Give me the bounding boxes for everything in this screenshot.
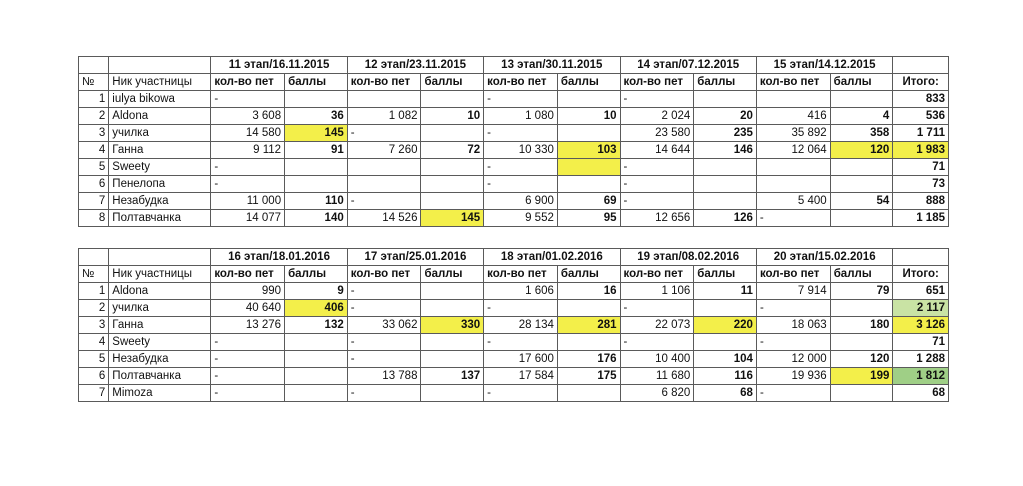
total-cell: 68 xyxy=(893,385,949,402)
points-cell: 36 xyxy=(285,108,348,125)
count-cell: 14 077 xyxy=(211,210,285,227)
total-cell: 1 983 xyxy=(893,142,949,159)
col-nick-header: Ник участницы xyxy=(109,266,211,283)
points-cell xyxy=(557,125,620,142)
count-cell xyxy=(347,176,421,193)
participant-nick: Aldona xyxy=(109,108,211,125)
points-cell: 199 xyxy=(830,368,893,385)
total-cell: 651 xyxy=(893,283,949,300)
points-cell xyxy=(421,91,484,108)
points-cell: 176 xyxy=(557,351,620,368)
table-row xyxy=(79,317,949,334)
count-cell: 11 000 xyxy=(211,193,285,210)
points-cell: 126 xyxy=(694,210,757,227)
points-cell xyxy=(421,351,484,368)
row-number: 5 xyxy=(79,351,109,368)
count-cell: - xyxy=(211,91,285,108)
points-cell: 120 xyxy=(830,351,893,368)
points-cell xyxy=(557,385,620,402)
count-cell: 7 260 xyxy=(347,142,421,159)
count-cell: 6 900 xyxy=(484,193,558,210)
points-cell: 140 xyxy=(285,210,348,227)
count-cell: - xyxy=(347,193,421,210)
participant-nick: Sweety xyxy=(109,159,211,176)
points-cell: 20 xyxy=(694,108,757,125)
points-cell: 9 xyxy=(285,283,348,300)
table-row xyxy=(79,125,949,142)
count-cell: 19 936 xyxy=(756,368,830,385)
participant-nick: Полтавчанка xyxy=(109,210,211,227)
count-cell: - xyxy=(484,385,558,402)
count-cell: - xyxy=(484,176,558,193)
count-cell: 416 xyxy=(756,108,830,125)
count-cell: - xyxy=(756,385,830,402)
table-row xyxy=(79,176,949,193)
count-cell: 14 526 xyxy=(347,210,421,227)
table-row xyxy=(79,159,949,176)
points-cell xyxy=(421,176,484,193)
points-cell xyxy=(830,334,893,351)
points-cell xyxy=(421,385,484,402)
points-cell xyxy=(557,91,620,108)
points-cell xyxy=(421,334,484,351)
count-cell: - xyxy=(620,193,694,210)
total-cell: 73 xyxy=(893,176,949,193)
points-cell xyxy=(694,91,757,108)
participant-nick: Ганна xyxy=(109,142,211,159)
row-number: 2 xyxy=(79,300,109,317)
col-total-header: Итого: xyxy=(893,74,949,91)
col-points-header: баллы xyxy=(830,266,893,283)
count-cell: 7 914 xyxy=(756,283,830,300)
total-cell: 833 xyxy=(893,91,949,108)
table-body xyxy=(79,283,949,402)
count-cell: 12 064 xyxy=(756,142,830,159)
stage-header: 17 этап/25.01.2016 xyxy=(347,249,483,266)
col-points-header: баллы xyxy=(421,266,484,283)
points-cell: 145 xyxy=(421,210,484,227)
points-cell xyxy=(694,193,757,210)
points-cell: 137 xyxy=(421,368,484,385)
count-cell: 35 892 xyxy=(756,125,830,142)
count-cell: - xyxy=(756,334,830,351)
participant-nick: iulya bikowa xyxy=(109,91,211,108)
col-count-header: кол-во пет xyxy=(484,266,558,283)
points-cell xyxy=(421,159,484,176)
col-count-header: кол-во пет xyxy=(211,74,285,91)
points-cell: 116 xyxy=(694,368,757,385)
total-cell: 1 812 xyxy=(893,368,949,385)
stage-header: 12 этап/23.11.2015 xyxy=(347,57,483,74)
col-count-header: кол-во пет xyxy=(756,74,830,91)
count-cell xyxy=(756,159,830,176)
participant-nick: Полтавчанка xyxy=(109,368,211,385)
points-cell xyxy=(830,176,893,193)
stage-header: 11 этап/16.11.2015 xyxy=(211,57,347,74)
count-cell: 14 580 xyxy=(211,125,285,142)
points-cell: 132 xyxy=(285,317,348,334)
count-cell: - xyxy=(347,385,421,402)
table-row xyxy=(79,368,949,385)
stage-header-row xyxy=(79,57,949,74)
col-count-header: кол-во пет xyxy=(756,266,830,283)
total-cell: 1 185 xyxy=(893,210,949,227)
row-number: 7 xyxy=(79,193,109,210)
count-cell: 28 134 xyxy=(484,317,558,334)
table-row xyxy=(79,334,949,351)
count-cell: - xyxy=(620,91,694,108)
points-cell: 146 xyxy=(694,142,757,159)
total-cell: 1 711 xyxy=(893,125,949,142)
row-number: 5 xyxy=(79,159,109,176)
points-cell xyxy=(694,159,757,176)
count-cell: - xyxy=(211,385,285,402)
points-cell xyxy=(557,300,620,317)
col-count-header: кол-во пет xyxy=(484,74,558,91)
points-cell xyxy=(694,300,757,317)
stage-header: 18 этап/01.02.2016 xyxy=(484,249,620,266)
points-cell xyxy=(285,91,348,108)
points-cell xyxy=(421,193,484,210)
total-cell: 71 xyxy=(893,334,949,351)
count-cell: 11 680 xyxy=(620,368,694,385)
points-cell: 104 xyxy=(694,351,757,368)
count-cell: - xyxy=(484,300,558,317)
table-row xyxy=(79,283,949,300)
points-cell xyxy=(557,176,620,193)
column-header-row xyxy=(79,74,949,91)
total-cell: 1 288 xyxy=(893,351,949,368)
points-cell: 175 xyxy=(557,368,620,385)
column-header-row xyxy=(79,266,949,283)
col-number-header: № xyxy=(79,266,109,283)
points-cell: 145 xyxy=(285,125,348,142)
count-cell: 13 788 xyxy=(347,368,421,385)
points-cell: 281 xyxy=(557,317,620,334)
stage-header: 19 этап/08.02.2016 xyxy=(620,249,756,266)
row-number: 4 xyxy=(79,334,109,351)
points-cell xyxy=(421,125,484,142)
col-points-header: баллы xyxy=(421,74,484,91)
points-cell: 103 xyxy=(557,142,620,159)
count-cell: 14 644 xyxy=(620,142,694,159)
count-cell: - xyxy=(347,300,421,317)
stage-header: 16 этап/18.01.2016 xyxy=(211,249,347,266)
participant-nick: Ганна xyxy=(109,317,211,334)
points-cell xyxy=(694,176,757,193)
points-cell xyxy=(830,300,893,317)
stage-header-row xyxy=(79,249,949,266)
count-cell: - xyxy=(211,368,285,385)
count-cell: - xyxy=(620,300,694,317)
col-points-header: баллы xyxy=(694,74,757,91)
count-cell: 10 400 xyxy=(620,351,694,368)
total-cell: 536 xyxy=(893,108,949,125)
participant-nick: училка xyxy=(109,125,211,142)
count-cell: - xyxy=(211,334,285,351)
count-cell: - xyxy=(756,300,830,317)
col-points-header: баллы xyxy=(285,74,348,91)
points-cell: 69 xyxy=(557,193,620,210)
count-cell: 1 106 xyxy=(620,283,694,300)
points-cell: 72 xyxy=(421,142,484,159)
points-cell xyxy=(421,283,484,300)
count-cell xyxy=(756,176,830,193)
points-cell: 110 xyxy=(285,193,348,210)
col-count-header: кол-во пет xyxy=(347,266,421,283)
col-count-header: кол-во пет xyxy=(620,266,694,283)
table-row xyxy=(79,193,949,210)
count-cell: - xyxy=(756,210,830,227)
points-cell xyxy=(830,385,893,402)
col-points-header: баллы xyxy=(830,74,893,91)
table-body xyxy=(79,91,949,227)
count-cell: - xyxy=(620,159,694,176)
points-cell xyxy=(285,176,348,193)
count-cell: - xyxy=(484,159,558,176)
count-cell xyxy=(347,159,421,176)
count-cell: 1 082 xyxy=(347,108,421,125)
table-row xyxy=(79,385,949,402)
points-cell: 54 xyxy=(830,193,893,210)
total-cell: 2 117 xyxy=(893,300,949,317)
col-nick-header: Ник участницы xyxy=(109,74,211,91)
points-cell xyxy=(830,91,893,108)
results-table-2 xyxy=(78,248,949,402)
points-cell: 95 xyxy=(557,210,620,227)
count-cell: 22 073 xyxy=(620,317,694,334)
count-cell: - xyxy=(620,176,694,193)
participant-nick: Незабудка xyxy=(109,351,211,368)
count-cell: - xyxy=(347,334,421,351)
col-points-header: баллы xyxy=(557,74,620,91)
col-total-header: Итого: xyxy=(893,266,949,283)
count-cell: 23 580 xyxy=(620,125,694,142)
count-cell: - xyxy=(620,334,694,351)
points-cell: 4 xyxy=(830,108,893,125)
stage-header: 13 этап/30.11.2015 xyxy=(484,57,620,74)
points-cell: 79 xyxy=(830,283,893,300)
col-points-header: баллы xyxy=(557,266,620,283)
participant-nick: Пенелопа xyxy=(109,176,211,193)
row-number: 8 xyxy=(79,210,109,227)
row-number: 6 xyxy=(79,368,109,385)
count-cell xyxy=(756,91,830,108)
count-cell: - xyxy=(211,176,285,193)
points-cell xyxy=(285,351,348,368)
count-cell: 1 080 xyxy=(484,108,558,125)
count-cell: - xyxy=(484,334,558,351)
participant-nick: Mimoza xyxy=(109,385,211,402)
count-cell: 40 640 xyxy=(211,300,285,317)
row-number: 1 xyxy=(79,283,109,300)
points-cell xyxy=(285,159,348,176)
points-cell xyxy=(694,334,757,351)
participant-nick: Aldona xyxy=(109,283,211,300)
count-cell: 3 608 xyxy=(211,108,285,125)
count-cell: 18 063 xyxy=(756,317,830,334)
count-cell: - xyxy=(347,125,421,142)
count-cell: 1 606 xyxy=(484,283,558,300)
participant-nick: Незабудка xyxy=(109,193,211,210)
row-number: 3 xyxy=(79,317,109,334)
col-points-header: баллы xyxy=(285,266,348,283)
total-cell: 71 xyxy=(893,159,949,176)
table-row xyxy=(79,351,949,368)
table-row xyxy=(79,300,949,317)
col-count-header: кол-во пет xyxy=(620,74,694,91)
stage-header: 20 этап/15.02.2016 xyxy=(756,249,892,266)
count-cell: - xyxy=(347,283,421,300)
points-cell: 10 xyxy=(421,108,484,125)
row-number: 1 xyxy=(79,91,109,108)
points-cell: 180 xyxy=(830,317,893,334)
points-cell: 91 xyxy=(285,142,348,159)
points-cell: 16 xyxy=(557,283,620,300)
points-cell xyxy=(285,334,348,351)
count-cell: - xyxy=(484,125,558,142)
count-cell: 9 552 xyxy=(484,210,558,227)
count-cell: 9 112 xyxy=(211,142,285,159)
row-number: 3 xyxy=(79,125,109,142)
count-cell: 33 062 xyxy=(347,317,421,334)
points-cell xyxy=(830,159,893,176)
col-count-header: кол-во пет xyxy=(211,266,285,283)
col-count-header: кол-во пет xyxy=(347,74,421,91)
col-number-header: № xyxy=(79,74,109,91)
points-cell: 330 xyxy=(421,317,484,334)
points-cell xyxy=(557,159,620,176)
points-cell: 406 xyxy=(285,300,348,317)
col-points-header: баллы xyxy=(694,266,757,283)
count-cell: - xyxy=(211,351,285,368)
total-cell: 888 xyxy=(893,193,949,210)
count-cell: 17 600 xyxy=(484,351,558,368)
results-table-1 xyxy=(78,56,949,227)
points-cell: 358 xyxy=(830,125,893,142)
count-cell: 17 584 xyxy=(484,368,558,385)
participant-nick: Sweety xyxy=(109,334,211,351)
count-cell xyxy=(347,91,421,108)
points-cell: 120 xyxy=(830,142,893,159)
table-row xyxy=(79,210,949,227)
points-cell: 10 xyxy=(557,108,620,125)
stage-header: 15 этап/14.12.2015 xyxy=(756,57,892,74)
points-cell: 220 xyxy=(694,317,757,334)
count-cell: 990 xyxy=(211,283,285,300)
count-cell: 13 276 xyxy=(211,317,285,334)
table-row xyxy=(79,142,949,159)
count-cell: - xyxy=(211,159,285,176)
count-cell: 5 400 xyxy=(756,193,830,210)
row-number: 2 xyxy=(79,108,109,125)
row-number: 7 xyxy=(79,385,109,402)
points-cell: 235 xyxy=(694,125,757,142)
participant-nick: училка xyxy=(109,300,211,317)
points-cell xyxy=(557,334,620,351)
count-cell: 6 820 xyxy=(620,385,694,402)
points-cell xyxy=(285,368,348,385)
count-cell: - xyxy=(484,91,558,108)
table-row xyxy=(79,108,949,125)
row-number: 6 xyxy=(79,176,109,193)
points-cell: 11 xyxy=(694,283,757,300)
table-row xyxy=(79,91,949,108)
count-cell: 12 000 xyxy=(756,351,830,368)
count-cell: 10 330 xyxy=(484,142,558,159)
points-cell xyxy=(830,210,893,227)
count-cell: 2 024 xyxy=(620,108,694,125)
row-number: 4 xyxy=(79,142,109,159)
total-cell: 3 126 xyxy=(893,317,949,334)
stage-header: 14 этап/07.12.2015 xyxy=(620,57,756,74)
points-cell xyxy=(421,300,484,317)
points-cell xyxy=(285,385,348,402)
count-cell: 12 656 xyxy=(620,210,694,227)
count-cell: - xyxy=(347,351,421,368)
points-cell: 68 xyxy=(694,385,757,402)
